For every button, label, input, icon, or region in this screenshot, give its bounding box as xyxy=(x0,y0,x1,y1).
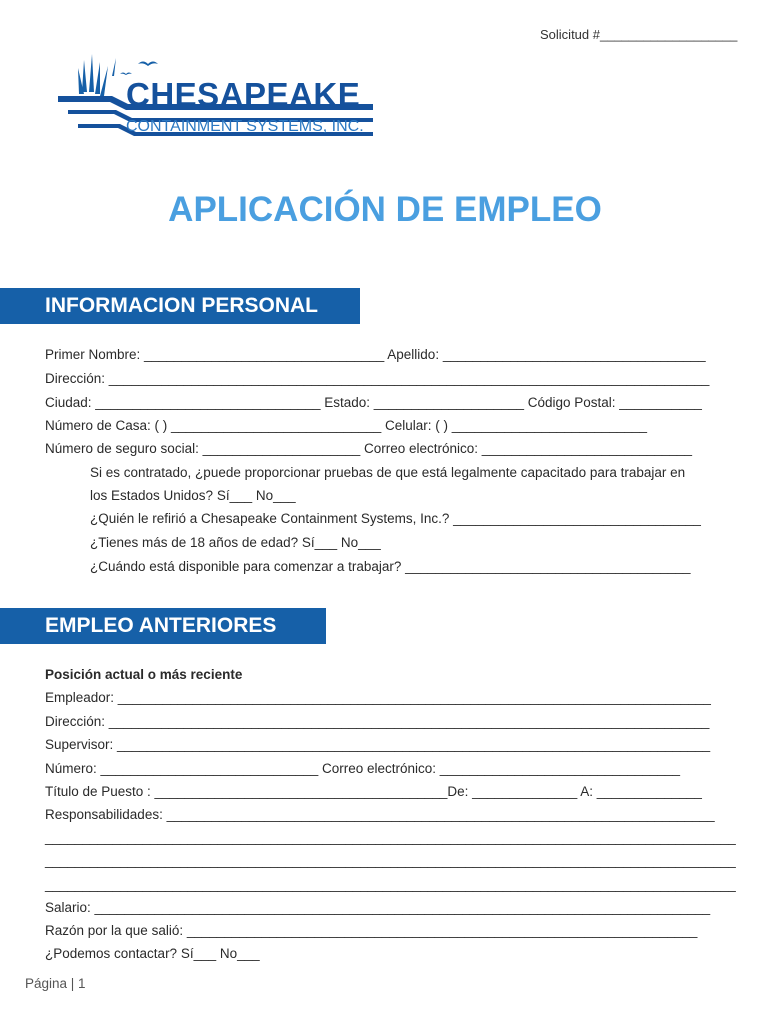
logo-company-name: CHESAPEAKE xyxy=(126,76,361,113)
form-line-salary[interactable]: Salario: __________________________________________________________________________________ xyxy=(45,900,711,915)
form-line-employer-address[interactable]: Dirección: ________________________________________________________________________________ xyxy=(45,714,710,729)
subheading-current-position: Posición actual o más reciente xyxy=(45,667,243,682)
form-line-city[interactable]: Ciudad: ______________________________ Estado: ____________________ Código Postal: ___________ xyxy=(45,395,702,410)
form-question-legal: Si es contratado, ¿puede proporcionar pruebas de que está legalmente capacitado para trabajar en xyxy=(90,465,686,480)
page-title: APLICACIÓN DE EMPLEO xyxy=(168,190,602,229)
company-logo xyxy=(56,52,386,144)
form-line-availability[interactable]: ¿Cuándo está disponible para comenzar a trabajar? ______________________________________ xyxy=(90,559,691,574)
page-number: Página | 1 xyxy=(25,976,86,991)
logo-company-subtitle: CONTAINMENT SYSTEMS, INC. xyxy=(126,118,364,135)
form-line-job-title[interactable]: Título de Puesto : _______________________________________De: ______________ A: ______________ xyxy=(45,784,702,799)
form-line-blank-1[interactable]: ____________________________________________________________________________________________ xyxy=(45,830,736,845)
form-line-referral[interactable]: ¿Quién le refirió a Chesapeake Containment Systems, Inc.? _________________________________ xyxy=(90,511,701,526)
form-line-blank-3[interactable]: ____________________________________________________________________________________________ xyxy=(45,877,736,892)
application-number-field: Solicitud #___________________ xyxy=(540,27,738,42)
form-line-first-name[interactable]: Primer Nombre: ________________________________ Apellido: ___________________________________ xyxy=(45,347,706,362)
form-line-employer[interactable]: Empleador: _______________________________________________________________________________ xyxy=(45,690,711,705)
form-line-may-contact[interactable]: ¿Podemos contactar? Sí___ No___ xyxy=(45,946,260,961)
form-line-phone[interactable]: Número de Casa: ( ) ____________________________ Celular: ( ) __________________________ xyxy=(45,418,647,433)
form-line-reason-left[interactable]: Razón por la que salió: ____________________________________________________________________ xyxy=(45,923,698,938)
form-line-blank-2[interactable]: ____________________________________________________________________________________________ xyxy=(45,853,736,868)
section-heading-employment: EMPLEO ANTERIORES xyxy=(0,608,326,644)
form-line-ssn[interactable]: Número de seguro social: _____________________ Correo electrónico: ____________________________ xyxy=(45,441,693,456)
form-line-responsibilities[interactable]: Responsabilidades: _________________________________________________________________________ xyxy=(45,807,715,822)
form-line-age[interactable]: ¿Tienes más de 18 años de edad? Sí___ No___ xyxy=(90,535,381,550)
form-line-legal-answer[interactable]: los Estados Unidos? Sí___ No___ xyxy=(90,488,296,503)
form-line-supervisor[interactable]: Supervisor: _______________________________________________________________________________ xyxy=(45,737,711,752)
section-heading-personal-info: INFORMACION PERSONAL xyxy=(0,288,360,324)
form-line-address[interactable]: Dirección: ________________________________________________________________________________ xyxy=(45,371,710,386)
form-line-employer-phone[interactable]: Número: _____________________________ Correo electrónico: ________________________________ xyxy=(45,761,681,776)
